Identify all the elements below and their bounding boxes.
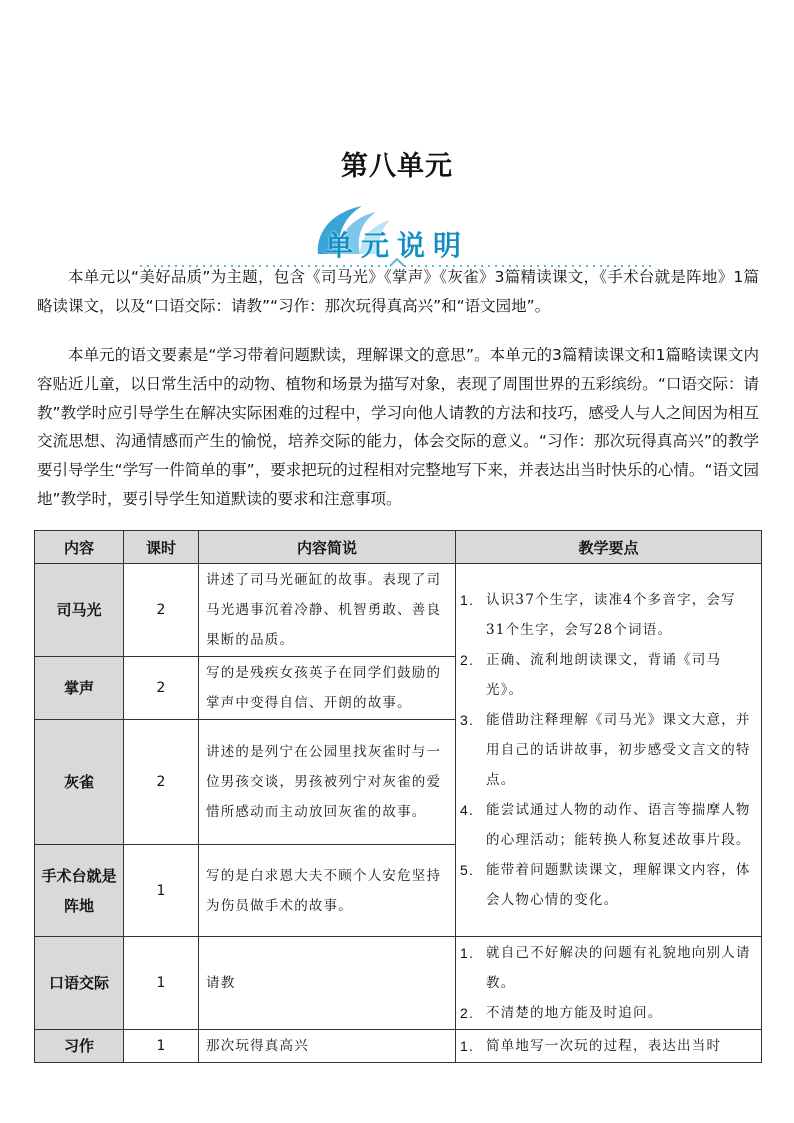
- lesson-summary: 写的是残疾女孩英子在同学们鼓励的掌声中变得自信、开朗的故事。: [199, 657, 456, 720]
- lesson-name: 司马光: [35, 564, 124, 657]
- teaching-point: 1. 简单地写一次玩的过程，表达出当时: [460, 1038, 722, 1054]
- lesson-plan-table: [34, 530, 762, 1063]
- lesson-summary: 讲述了司马光砸缸的故事。表现了司马光遇事沉着冷静、机智勇敢、善良果断的品质。: [199, 564, 456, 657]
- teaching-point: 5. 能带着问题默读课文，理解课文内容，体会人物心情的变化。: [460, 862, 751, 908]
- lesson-hours: 2: [124, 720, 199, 845]
- table-header-row: [35, 531, 762, 564]
- column-header: 课时: [124, 531, 199, 564]
- lesson-name: 手术台就是阵地: [35, 845, 124, 937]
- teaching-point: 3. 能借助注释理解《司马光》课文大意，并用自己的话讲故事，初步感受文言文的特点。: [460, 712, 751, 788]
- column-header: 内容简说: [199, 531, 456, 564]
- lesson-name: 灰雀: [35, 720, 124, 845]
- lesson-summary: 写的是白求恩大夫不顾个人安危坚持为伤员做手术的故事。: [199, 845, 456, 937]
- lesson-name: 掌声: [35, 657, 124, 720]
- table-row: [35, 1030, 762, 1063]
- lesson-name: 习作: [35, 1030, 124, 1063]
- lesson-name: 口语交际: [35, 937, 124, 1030]
- lesson-summary: 那次玩得真高兴: [199, 1030, 456, 1063]
- teaching-point: 2. 正确、流利地朗读课文，背诵《司马光》。: [460, 652, 722, 698]
- table-row: [35, 937, 762, 1030]
- section-heading: 单元说明: [324, 229, 469, 262]
- column-header: 教学要点: [456, 531, 762, 564]
- lesson-summary: 讲述的是列宁在公园里找灰雀时与一位男孩交谈，男孩被列宁对灰雀的爱惜所感动而主动放回灰雀的故事。: [199, 720, 456, 845]
- teaching-points: [456, 937, 762, 1030]
- lesson-hours: 2: [124, 657, 199, 720]
- lesson-hours: 1: [124, 937, 199, 1030]
- teaching-point: 1. 就自己不好解决的问题有礼貌地向别人请教。: [460, 945, 751, 991]
- teaching-points: [456, 1030, 762, 1063]
- intro-paragraph: 本单元的语文要素是“学习带着问题默读，理解课文的意思”。本单元的3篇精读课文和1篇略读课文内容贴近儿童，以日常生活中的动物、植物和场景为描写对象，表现了周围世界的五彩缤纷。“口语交际：请教”教学时应引导学生在解决实际困难的过程中，学习向他人请教的方法和技巧，感受人与人之间因为相互交流思想、沟通情感而产生的愉悦，培养交际的能力，体会交际的意义。“习作：那次玩得真高兴”的教学要引导学生“学写一件简单的事”，要求把玩的过程相对完整地写下来，并表达出当时快乐的心情。“语文园地”教学时，要引导学生知道默读的要求和注意事项。: [37, 346, 759, 508]
- lesson-summary: 请教: [199, 937, 456, 1030]
- table-row: [35, 564, 762, 657]
- intro-paragraph: 本单元以“美好品质”为主题，包含《司马光》《掌声》《灰雀》3篇精读课文，《手术台就是阵地》1篇略读课文，以及“口语交际：请教”“习作：那次玩得真高兴”和“语文园地”。: [37, 268, 759, 315]
- teaching-point: 1. 认识37个生字，读准4个多音字，会写31个生字，会写28个词语。: [460, 592, 736, 638]
- teaching-points: [456, 564, 762, 937]
- column-header: 内容: [35, 531, 124, 564]
- page-title: 第八单元: [341, 151, 453, 182]
- teaching-point: 4. 能尝试通过人物的动作、语言等揣摩人物的心理活动；能转换人称复述故事片段。: [460, 802, 751, 848]
- lesson-hours: 2: [124, 564, 199, 657]
- lesson-hours: 1: [124, 1030, 199, 1063]
- lesson-hours: 1: [124, 845, 199, 937]
- teaching-point: 2. 不清楚的地方能及时追问。: [460, 1005, 663, 1021]
